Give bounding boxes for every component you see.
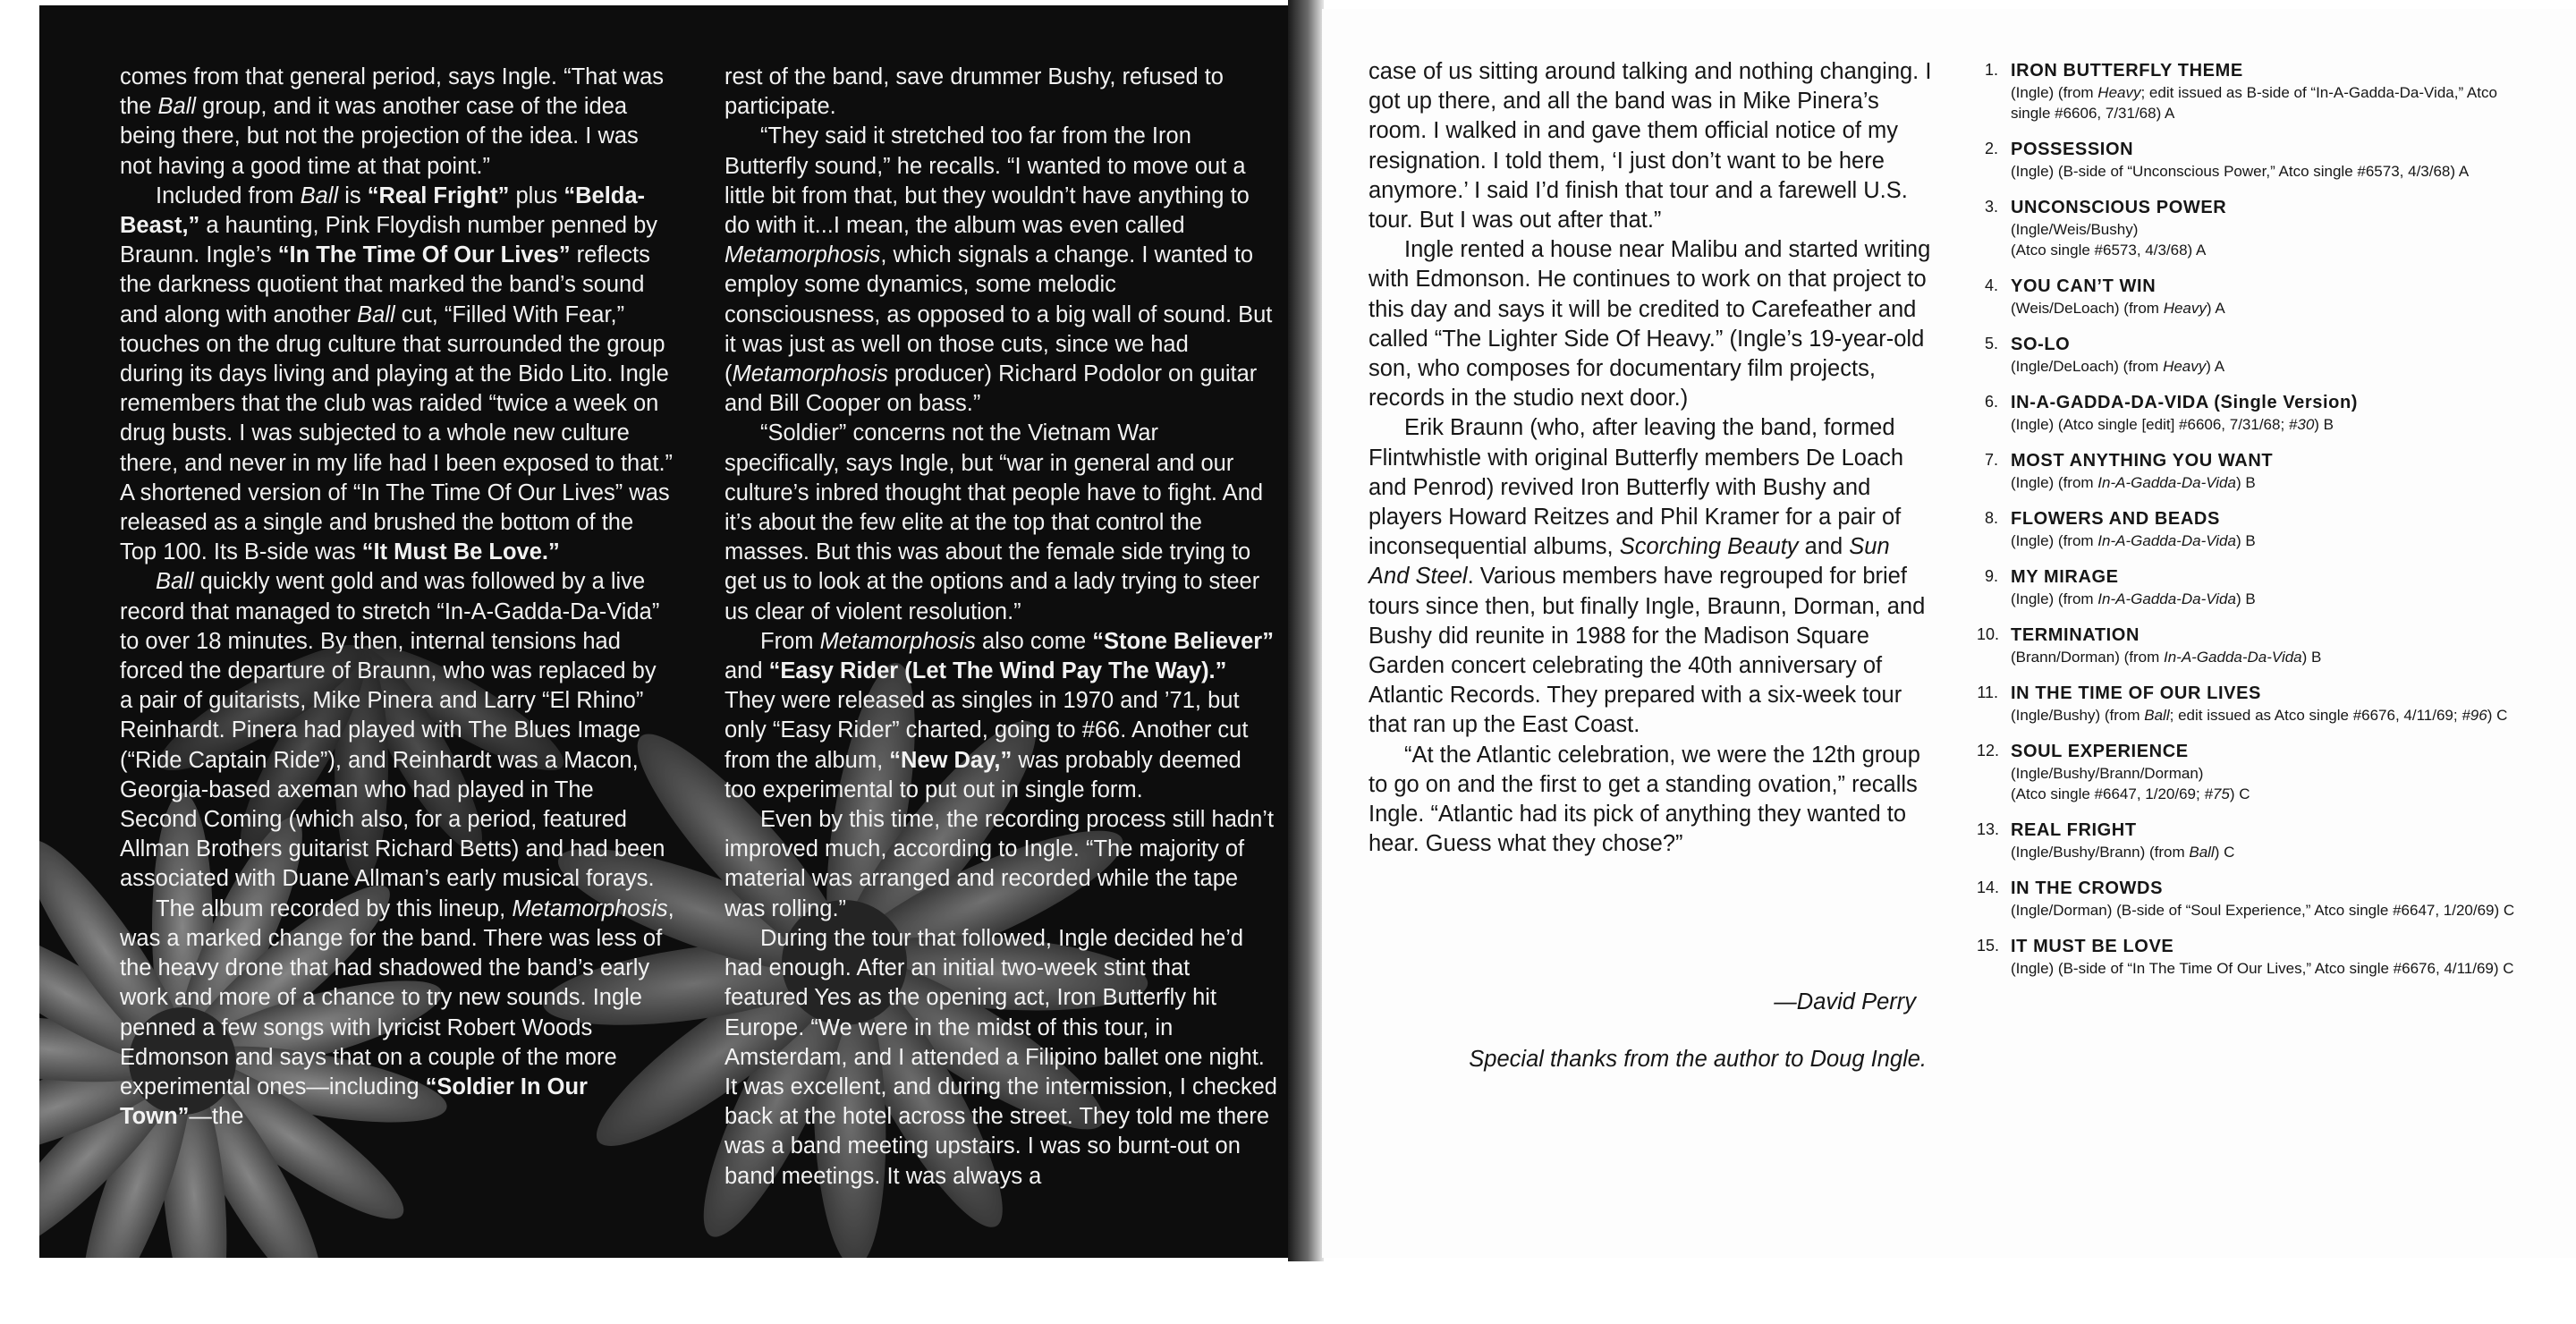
track-title: IN THE TIME OF OUR LIVES: [2011, 683, 2261, 703]
right-column-text: [1368, 57, 1932, 859]
track-credits: (Ingle) (Atco single [edit] #6606, 7/31/68; #30) B: [2011, 416, 2334, 433]
paragraph: Even by this time, the recording process still hadn’t improved much, according to Ingle. “The majority of material was arranged and recorded while the tape was rolling.”: [724, 807, 1275, 921]
track-item: [1977, 935, 2521, 979]
track-item: [1977, 682, 2521, 726]
track-number: 1.: [1984, 61, 1998, 79]
paragraph: Ball quickly went gold and was followed by a live record that managed to stretch “In-A-Gadda-Da-Vida” to over 18 minutes. By then, internal tensions had forced the departure of Braunn, who was replaced by a pair of guitarists, Mike Pinera and Larry “El Rhino” Reinhardt. Pinera had played with The Blues Image (“Ride Captain Ride”), and Reinhardt was a Macon, Georgia-based axeman who had played in The Second Coming (which also, for a period, featured Allman Brothers guitarist Richard Betts) and had been associated with Duane Allman’s early musical forays.: [120, 569, 665, 892]
track-item: [1977, 740, 2521, 804]
track-item: [1977, 624, 2521, 667]
track-item: [1984, 565, 2521, 609]
track-number: 10.: [1977, 625, 2000, 643]
track-number: 3.: [1984, 198, 1998, 216]
paragraph: Ingle rented a house near Malibu and started writing with Edmonson. He continues to work on that project to this day and says it will be credited to Carefeather and called “The Lighter Side Of Heavy.” (Ingle’s 19-year-old son, who composes for documentary film projects, records in the studio next door.): [1368, 237, 1931, 412]
paragraph: Erik Braunn (who, after leaving the band, formed Flintwhistle with original Butterfly members De Loach and Penrod) revived Iron Butterfly with Bushy and players Howard Reitzes and Phil Kramer for a pair of inconsequential albums, Scorching Beauty and Sun And Steel. Various members have regrouped for brief tours since then, but finally Ingle, Braunn, Dorman, and Bushy did reunite in 1988 for the Madison Square Garden concert celebrating the 40th anniversary of Atlantic Records. They prepared with a six-week tour that ran up the East Coast.: [1368, 415, 1926, 738]
track-title: MOST ANYTHING YOU WANT: [2011, 451, 2274, 471]
track-number: 4.: [1984, 276, 1998, 294]
paragraph: case of us sitting around talking and nothing changing. I got up there, and all the band was in Mike Pinera’s room. I walked in and gave them official notice of my resignation. I told them, ‘I just don’t want to be here anymore.’ I said I’d finish that tour and a farewell U.S. tour. But I was out after that.”: [1368, 59, 1932, 233]
track-credits: (Ingle) (from In-A-Gadda-Da-Vida) B: [2011, 474, 2256, 491]
track-item: [1984, 275, 2521, 318]
track-credits: (Ingle/Bushy) (from Ball; edit issued as Atco single #6676, 4/11/69; #96) C: [2011, 707, 2508, 724]
track-number: 13.: [1977, 820, 2000, 838]
paragraph: “They said it stretched too far from the Iron Butterfly sound,” he recalls. “I wanted to move out a little bit from that, but they wouldn’t have anything to do with it...I mean, the album was even called Metamorphosis, which signals a change. I wanted to employ some dynamics, some melodic consciousness, as opposed to a big wall of sound. But it was just as well on those cuts, since we had (Metamorphosis producer) Richard Podolor on guitar and Bill Cooper on bass.”: [724, 123, 1273, 417]
track-credits: (Ingle/Bushy/Brann) (from Ball) C: [2011, 844, 2235, 861]
track-number: 6.: [1984, 393, 1998, 411]
track-number: 14.: [1977, 878, 2000, 896]
track-number: 11.: [1977, 683, 1998, 701]
track-title: IT MUST BE LOVE: [2011, 937, 2174, 956]
track-item: [1984, 138, 2521, 182]
track-item: [1977, 819, 2521, 862]
paragraph: From Metamorphosis also come “Stone Believer” and “Easy Rider (Let The Wind Pay The Way).” They were released as singles in 1970 and ’71, but only “Easy Rider” charted, going to #66. Another cut from the album, “New Day,” was probably deemed too experimental to put out in single form.: [724, 628, 1274, 802]
track-credits: (Ingle/Bushy/Brann/Dorman) (Atco single #6647, 1/20/69; #75) C: [2011, 765, 2250, 802]
paragraph: “At the Atlantic celebration, we were the 12th group to go on and the first to get a standing ovation,” recalls Ingle. “Atlantic had its pick of anything they wanted to hear. Guess what they chose?”: [1368, 742, 1920, 857]
track-number: 5.: [1984, 335, 1998, 352]
track-title: POSSESSION: [2011, 140, 2134, 159]
track-credits: (Ingle/Dorman) (B-side of “Soul Experience,” Atco single #6647, 1/20/69) C: [2011, 902, 2515, 919]
paragraph: During the tour that followed, Ingle decided he’d had enough. After an initial two-week stint that featured Yes as the opening act, Iron Butterfly hit Europe. “We were in the midst of this tour, in Amsterdam, and I attended a Filipino ballet one night. It was excellent, and during the intermission, I checked back at the hotel across the street. They told me there was a band meeting upstairs. I was so burnt-out on band meetings. It was always a: [724, 925, 1277, 1189]
track-credits: (Brann/Dorman) (from In-A-Gadda-Da-Vida) B: [2011, 649, 2322, 666]
track-title: SOUL EXPERIENCE: [2011, 742, 2189, 761]
track-item: [1977, 877, 2521, 921]
track-credits: (Ingle) (B-side of “In The Time Of Our Lives,” Atco single #6676, 4/11/69) C: [2011, 960, 2514, 977]
track-credits: (Ingle) (from In-A-Gadda-Da-Vida) B: [2011, 532, 2256, 549]
track-title: YOU CAN’T WIN: [2011, 276, 2157, 296]
track-title: FLOWERS AND BEADS: [2011, 509, 2220, 529]
track-title: IRON BUTTERFLY THEME: [2011, 61, 2243, 81]
track-item: [1984, 59, 2521, 123]
track-item: [1984, 391, 2521, 435]
track-title: TERMINATION: [2011, 625, 2140, 645]
track-item: [1984, 196, 2521, 260]
author-signature: —David Perry: [1774, 989, 1916, 1014]
special-thanks: Special thanks from the author to Doug Ingle.: [1469, 1047, 1927, 1072]
track-number: 9.: [1984, 567, 1998, 585]
left-page: [39, 5, 1309, 1258]
track-credits: (Weis/DeLoach) (from Heavy) A: [2011, 300, 2225, 317]
track-number: 8.: [1984, 509, 1998, 527]
track-title: IN THE CROWDS: [2011, 878, 2164, 898]
track-credits: (Ingle) (B-side of “Unconscious Power,” Atco single #6573, 4/3/68) A: [2011, 163, 2470, 180]
track-number: 2.: [1984, 140, 1998, 157]
book-gutter: [1288, 0, 1324, 1261]
paragraph: Included from Ball is “Real Fright” plus “Belda-Beast,” a haunting, Pink Floydish number penned by Braunn. Ingle’s “In The Time Of Our Lives” reflects the darkness quotient that marked the band’s sound and along with another Ball cut, “Filled With Fear,” touches on the drug culture that surrounded the group during its days living and playing at the Bido Lito. Ingle remembers that the club was raided “twice a week on drug busts. I was subjected to a whole new culture there, and never in my life had I been exposed to that.” A shortened version of “In The Time Of Our Lives” was released as a single and brushed the bottom of the Top 100. Its B-side was “It Must Be Love.”: [120, 182, 674, 565]
track-title: UNCONSCIOUS POWER: [2011, 198, 2227, 217]
paragraph: “Soldier” concerns not the Vietnam War specifically, says Ingle, but “war in general and our culture’s inbred thought that people have to fight. And it’s about the few elite at the top that control the masses. But this was about the female side trying to get us to look at the options and a lady trying to steer us clear of violent resolution.”: [724, 420, 1264, 624]
paragraph: comes from that general period, says Ingle. “That was the Ball group, and it was another case of the idea being there, but not the projection of the idea. I was not having a good time at that point.”: [120, 64, 665, 179]
track-list: [1977, 59, 2521, 993]
track-title: IN-A-GADDA-DA-VIDA (Single Version): [2011, 393, 2359, 412]
track-item: [1984, 449, 2521, 493]
track-item: [1984, 507, 2521, 551]
left-column-2: [724, 63, 1277, 1192]
left-column-1: [120, 63, 674, 1132]
track-number: 7.: [1984, 451, 1998, 469]
track-title: MY MIRAGE: [2011, 567, 2119, 587]
track-credits: (Ingle/Weis/Bushy) (Atco single #6573, 4/3/68) A: [2011, 221, 2207, 259]
track-number: 15.: [1977, 937, 2000, 955]
track-title: REAL FRIGHT: [2011, 820, 2137, 840]
track-number: 12.: [1977, 742, 2000, 760]
track-title: SO-LO: [2011, 335, 2071, 354]
track-item: [1984, 333, 2521, 377]
paragraph: The album recorded by this lineup, Metamorphosis, was a marked change for the band. There was less of the heavy drone that had shadowed the band’s early work and more of a chance to try new sounds. Ingle penned a few songs with lyricist Robert Woods Edmonson and says that on a couple of the more experimental ones—including “Soldier In Our Town”—the: [120, 895, 674, 1130]
track-credits: (Ingle) (from Heavy; edit issued as B-side of “In-A-Gadda-Da-Vida,” Atco single #6606, 7/31/68) A: [2011, 84, 2497, 122]
paragraph: rest of the band, save drummer Bushy, refused to participate.: [724, 64, 1224, 120]
track-credits: (Ingle/DeLoach) (from Heavy) A: [2011, 358, 2225, 375]
track-credits: (Ingle) (from In-A-Gadda-Da-Vida) B: [2011, 590, 2256, 607]
